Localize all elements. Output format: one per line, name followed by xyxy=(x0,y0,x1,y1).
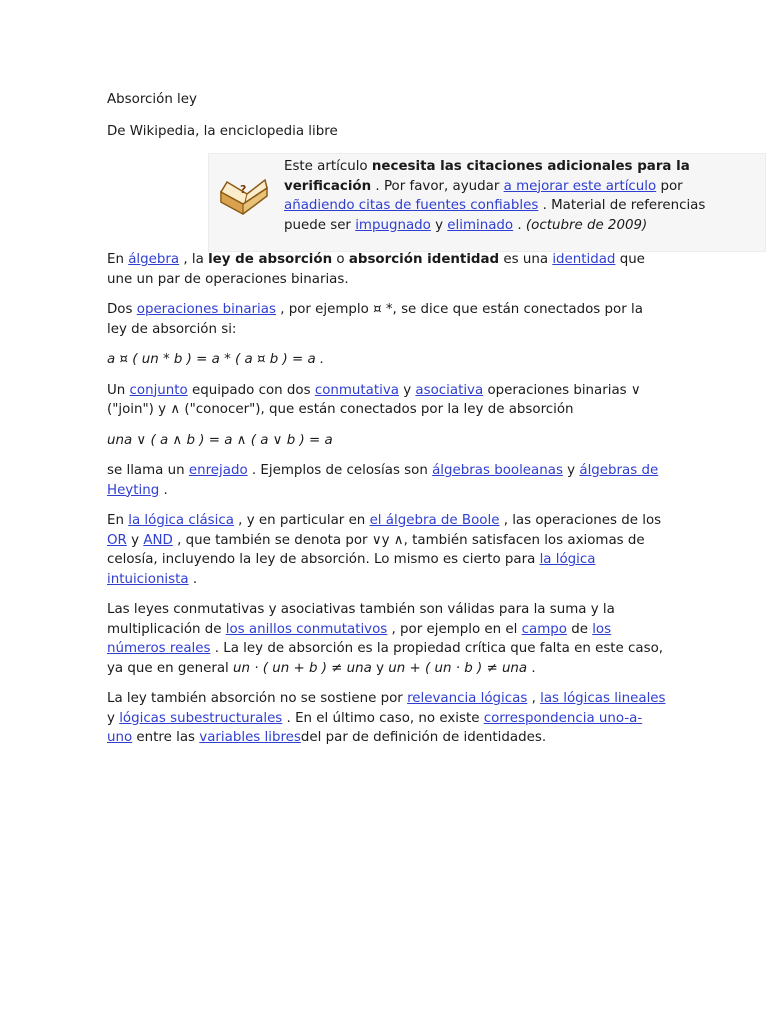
text: . xyxy=(159,482,168,498)
text: de xyxy=(566,621,593,637)
link-add-citations[interactable]: añadiendo citas de fuentes confiables xyxy=(284,198,539,213)
page-title: Absorción ley xyxy=(107,92,197,107)
notice-text-2: . Por favor, ayudar xyxy=(371,178,504,194)
text: y xyxy=(107,710,120,726)
link-substructural-logics[interactable]: lógicas subestructurales xyxy=(119,710,283,726)
text: . xyxy=(188,571,198,587)
link-one-to-one[interactable]: correspondencia uno-a-uno xyxy=(107,710,643,745)
link-lattice[interactable]: enrejado xyxy=(188,463,248,478)
text: y xyxy=(398,382,416,398)
notice-text-3: por xyxy=(656,178,683,194)
notice-text-6: . xyxy=(513,217,526,233)
text: Las leyes conmutativas y asociativas también son válidas para la suma y la multiplicación de xyxy=(107,602,615,637)
text: , la xyxy=(179,252,209,267)
text: y xyxy=(371,660,389,676)
paragraph-binary-ops xyxy=(107,300,667,339)
link-field[interactable]: campo xyxy=(521,621,567,637)
link-removed[interactable]: eliminado xyxy=(447,217,514,233)
text: Dos xyxy=(107,302,137,317)
notice-text-4: . Material de referencias puede ser xyxy=(284,198,706,233)
text: La ley también absorción no se sostiene por xyxy=(107,691,408,706)
page-subtitle: De Wikipedia, la enciclopedia libre xyxy=(107,123,338,139)
link-or[interactable]: OR xyxy=(107,532,127,548)
notice-text-5: y xyxy=(430,217,448,233)
link-intuitionistic-logic[interactable]: la lógica intuicionista xyxy=(107,552,596,587)
text: , xyxy=(527,691,541,706)
link-commutative[interactable]: conmutativa xyxy=(314,382,399,398)
paragraph-substructural xyxy=(107,689,667,748)
text: , por ejemplo ¤ *, se dice que están conectados por la ley de absorción si: xyxy=(107,302,643,337)
link-heyting-algebras[interactable]: álgebras de Heyting xyxy=(107,463,659,498)
link-relevance-logics[interactable]: relevancia lógicas xyxy=(407,691,528,706)
link-real-numbers[interactable]: los números reales xyxy=(107,621,612,656)
link-binary-operations[interactable]: operaciones binarias xyxy=(136,302,276,317)
formula-absorption: a ¤ ( un * b ) = a * ( a ¤ b ) = a . xyxy=(107,352,325,367)
paragraph-classical-logic xyxy=(107,511,667,589)
link-improve-article[interactable]: a mejorar este artículo xyxy=(503,178,657,194)
link-boolean-algebra[interactable]: el álgebra de Boole xyxy=(369,513,500,528)
link-challenged[interactable]: impugnado xyxy=(355,217,431,233)
text: , las operaciones de los xyxy=(499,513,662,528)
term-absorption-identity: absorción identidad xyxy=(348,252,500,267)
text: y xyxy=(126,532,144,548)
text: , que también se denota por ∨y ∧, también satisfacen los axiomas de celosía, incluyendo la ley de absorción. Lo mismo es cierto para xyxy=(107,532,645,567)
text: se llama un xyxy=(107,463,189,478)
text: y xyxy=(562,463,580,478)
text: equipado con dos xyxy=(187,382,315,398)
paragraph-rings xyxy=(107,600,667,678)
text: operaciones binarias ∨ ("join") y ∧ ("conocer"), que están conectados por la ley de absorción xyxy=(107,382,641,417)
link-linear-logics[interactable]: las lógicas lineales xyxy=(540,691,666,706)
text: que une un par de operaciones binarias. xyxy=(107,252,645,287)
article-body xyxy=(107,90,667,748)
text: , por ejemplo en el xyxy=(387,621,522,637)
paragraph-lattice-ops xyxy=(107,381,667,420)
link-boolean-algebras[interactable]: álgebras booleanas xyxy=(432,463,563,478)
text: . Ejemplos de celosías son xyxy=(247,463,433,478)
text: . En el último caso, no existe xyxy=(282,710,484,726)
inline-formula-2: un + ( un · b ) ≠ una xyxy=(388,660,528,676)
link-classical-logic[interactable]: la lógica clásica xyxy=(128,513,234,528)
link-set[interactable]: conjunto xyxy=(129,382,188,398)
text: En xyxy=(107,252,129,267)
link-associative[interactable]: asociativa xyxy=(415,382,484,398)
notice-date: (octubre de 2009) xyxy=(525,217,648,233)
link-and[interactable]: AND xyxy=(143,532,173,548)
text: Un xyxy=(107,382,130,398)
text: es una xyxy=(499,252,553,267)
text: del par de definición de identidades. xyxy=(300,730,547,745)
term-absorption-law: ley de absorción xyxy=(208,252,333,267)
text: , y en particular en xyxy=(233,513,370,528)
text: En xyxy=(107,513,129,528)
text: o xyxy=(332,252,349,267)
inline-formula-1: un · ( un + b ) ≠ una xyxy=(233,660,372,676)
text: entre las xyxy=(132,730,200,745)
link-algebra[interactable]: álgebra xyxy=(128,252,180,267)
notice-text-1: Este artículo xyxy=(284,159,372,174)
paragraph-definition xyxy=(107,250,667,289)
link-identity[interactable]: identidad xyxy=(552,252,616,267)
formula-lattice: una ∨ ( a ∧ b ) = a ∧ ( a ∨ b ) = a xyxy=(107,432,333,448)
text: . xyxy=(527,660,536,676)
text: . La ley de absorción es la propiedad crítica que falta en este caso, ya que en general xyxy=(107,641,664,676)
link-free-variables[interactable]: variables libres xyxy=(199,730,301,745)
link-commutative-rings[interactable]: los anillos conmutativos xyxy=(225,621,388,637)
svg-text:?: ? xyxy=(240,183,247,196)
paragraph-lattice xyxy=(107,461,667,500)
notice-bold: necesita las citaciones adicionales para la verificación xyxy=(284,159,690,194)
